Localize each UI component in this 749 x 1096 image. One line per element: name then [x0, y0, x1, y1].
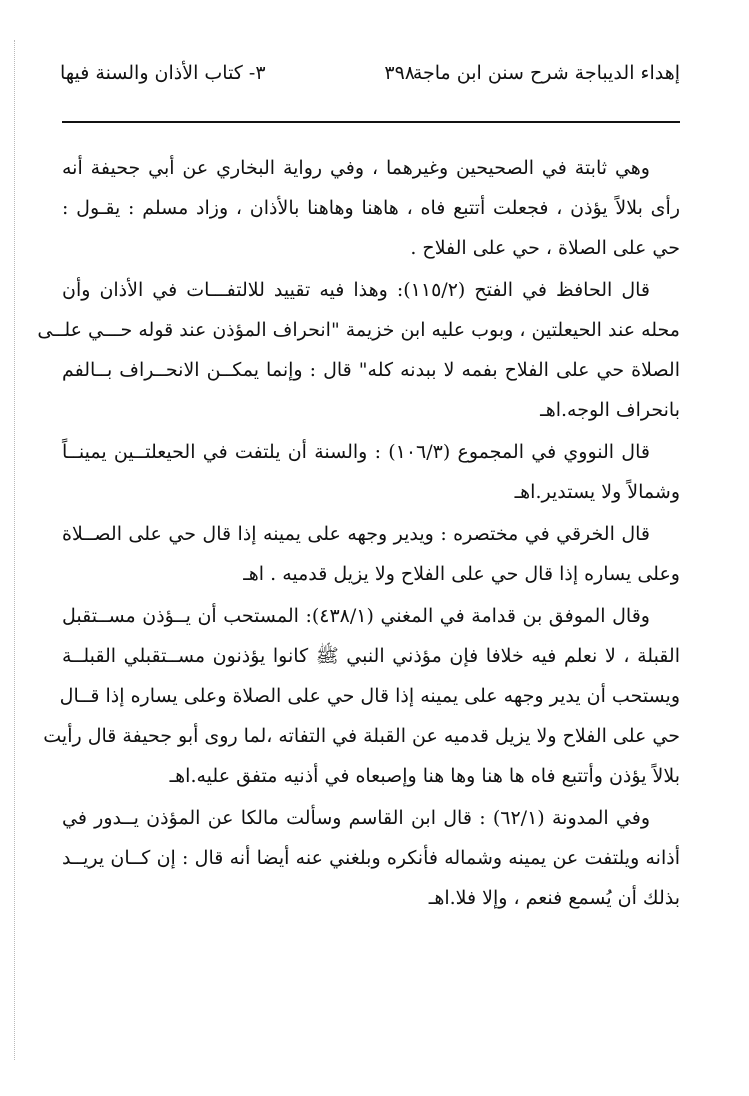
- page-number: ٣٩٨: [384, 62, 415, 84]
- text-line: ويستحب أن يدير وجهه على يمينه إذا قال حي على الصلاة وعلى يساره إذا قــال: [59, 685, 680, 707]
- header-book-title: إهداء الديباجة شرح سنن ابن ماجة: [412, 62, 680, 84]
- paragraph-5: [43, 596, 680, 796]
- text-line: وهي ثابتة في الصحيحين وغيرهما ، وفي رواية البخاري عن أبي جحيفة أنه: [62, 157, 650, 179]
- text-line: وفي المدونة (٦٢/١) : قال ابن القاسم وسألت مالكا عن المؤذن يــدور في: [62, 807, 650, 829]
- text-line: حي على الصلاة ، حي على الفلاح .: [410, 237, 680, 259]
- text-line: بانحراف الوجه.اهـ: [540, 399, 680, 421]
- text-line: رأى بلالاً يؤذن ، فجعلت أتتبع فاه ، هاهنا وهاهنا بالأذان ، وزاد مسلم : يقـول :: [62, 197, 680, 219]
- margin-dotted-line: [14, 40, 17, 1060]
- text-line: قال الخرقي في مختصره : ويدير وجهه على يمينه إذا قال حي على الصــلاة: [62, 523, 650, 545]
- text-line: الصلاة حي على الفلاح بفمه لا ببدنه كله" قال : وإنما يمكــن الانحــراف بــالفم: [62, 359, 680, 381]
- text-line: وعلى يساره إذا قال حي على الفلاح ولا يزيل قدميه . اهـ: [243, 563, 680, 585]
- paragraph-3: [62, 432, 680, 512]
- text-line: وقال الموفق بن قدامة في المغني (٤٣٨/١): المستحب أن يــؤذن مســتقبل: [62, 605, 650, 627]
- running-header: [60, 56, 680, 90]
- text-line: قال الحافظ في الفتح (١١٥/٢): وهذا فيه تقييد للالتفـــات في الأذان وأن: [62, 279, 650, 301]
- text-line: أذانه ويلتفت عن يمينه وشماله فأنكره وبلغني عنه أيضا أنه قال : إن كــان يريــد: [62, 847, 680, 869]
- paragraph-2: [37, 270, 680, 430]
- header-rule: [62, 121, 680, 123]
- text-line: محله عند الحيعلتين ، وبوب عليه ابن خزيمة "انحراف المؤذن عند قوله حـــي علــى: [37, 319, 680, 341]
- header-chapter-title: ٣- كتاب الأذان والسنة فيها: [60, 62, 266, 84]
- text-line: بلالاً يؤذن وأتتبع فاه ها هنا وها هنا وإصبعاه في أذنيه متفق عليه.اهـ: [169, 765, 680, 787]
- text-line: القبلة ، لا نعلم فيه خلافا فإن مؤذني النبي ﷺ كانوا يؤذنون مســتقبلي القبلــة: [62, 645, 680, 667]
- body-text: [37, 148, 680, 920]
- text-line: بذلك أن يُسمع فنعم ، وإلا فلا.اهـ: [428, 887, 680, 909]
- paragraph-4: [62, 514, 680, 594]
- paragraph-1: [62, 148, 680, 268]
- text-line: وشمالاً ولا يستدير.اهـ: [514, 481, 680, 503]
- text-line: حي على الفلاح ولا يزيل قدميه عن القبلة في التفاته ،لما روى أبو جحيفة قال رأيت: [43, 725, 680, 747]
- paragraph-6: [62, 798, 680, 918]
- text-line: قال النووي في المجموع (١٠٦/٣) : والسنة أن يلتفت في الحيعلتــين يمينــاً: [62, 441, 650, 463]
